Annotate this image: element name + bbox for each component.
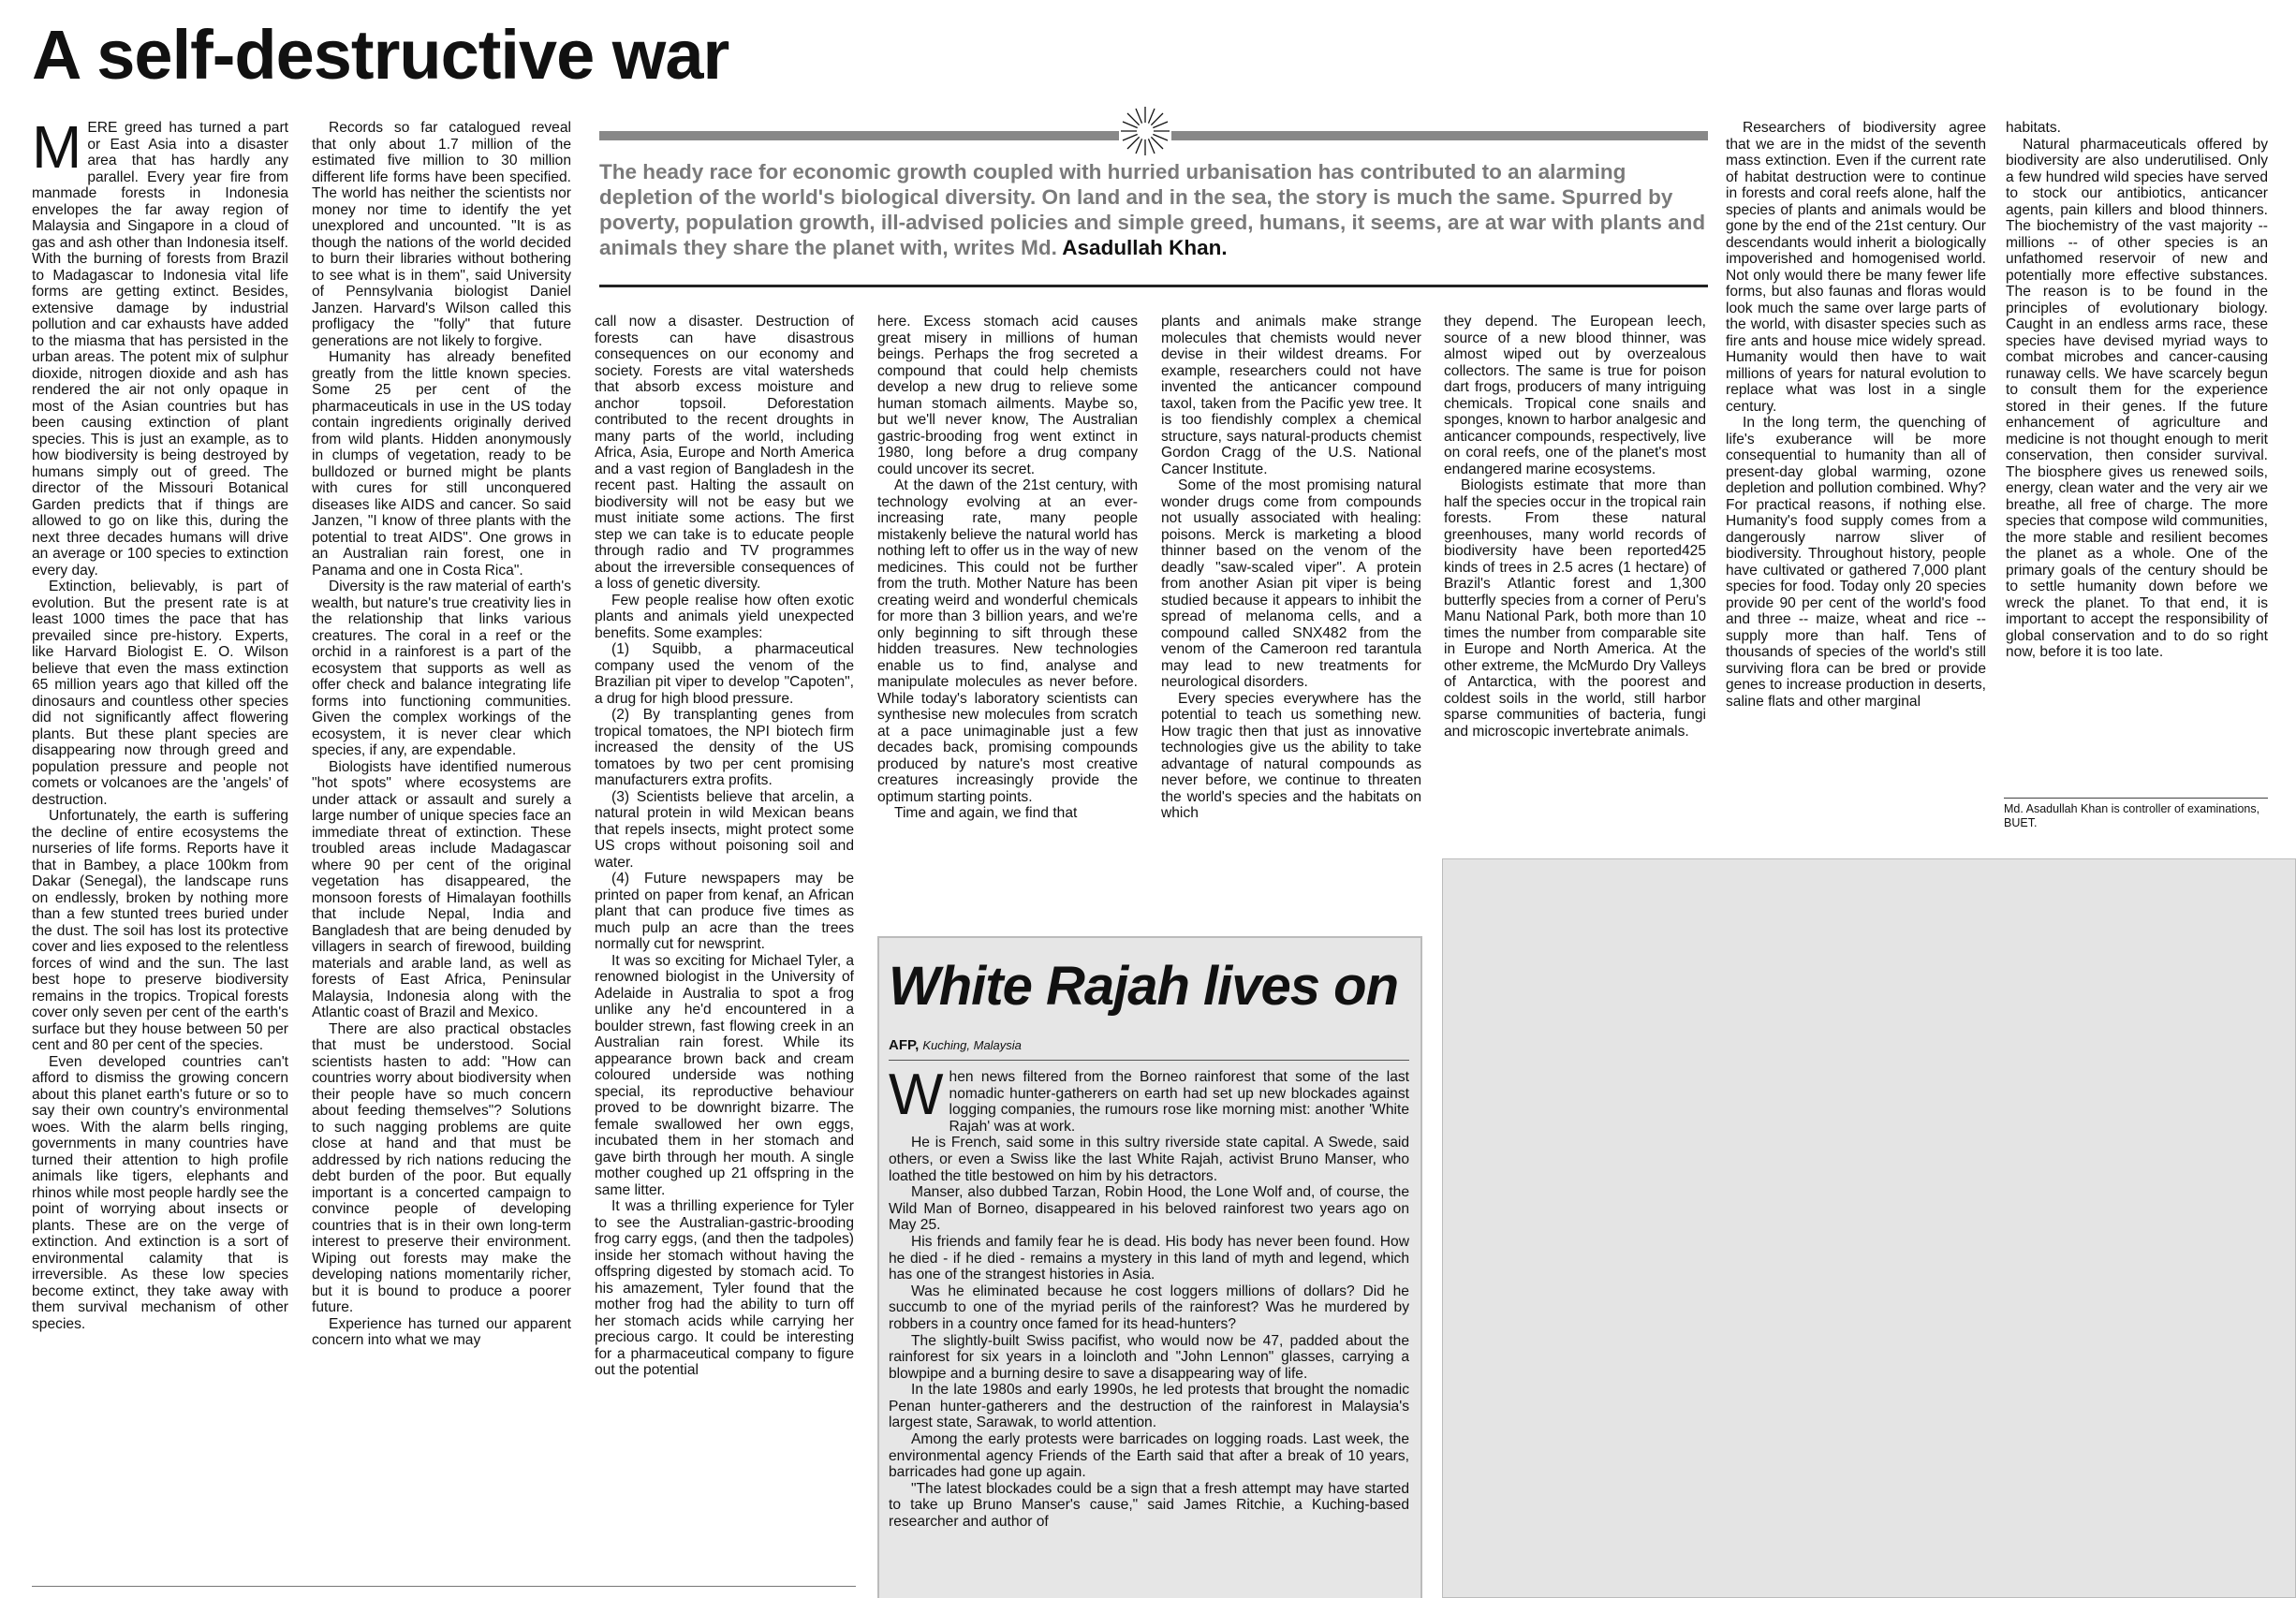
paragraph: There are also practical obstacles that must be understood. Social scientists hasten to add: "How can countries worry about biodiversity when their people have so much concern about feeding themselves"? Solutions to such nagging problems are quite close at hand and that must be addressed by rich nations reducing the debt burden of the poor. But equally important is a concerted campaign to convince people of developing countries that is in their own long-term interest to preserve their environment. Wiping out forests may make the developing nations momentarily richer, but it is bound to produce a poorer future. xyxy=(312,1020,571,1315)
paragraph: It was so exciting for Michael Tyler, a renowned biologist in the University of Adelaide in Australia to spot a frog unlike any he'd encountered in a boulder strewn, fast flowing creek in an Australian rain forest. While its appearance brown back and cream coloured underside was nothing special, its reproductive behaviour proved to be downright bizarre. The female swallowed her own eggs, incubated them in her stomach and gave birth through her mouth. A single mother coughed up 21 offspring in the same litter. xyxy=(595,952,854,1198)
article-column-6 xyxy=(1444,314,1706,740)
paragraph: MERE greed has turned a part or East Asia into a disaster area that has hardly any parallel. Every year fire from manmade forests in Indonesia envelopes the far away region of Malaysia and Singapore in a cloud of gas and ash other than Indonesia itself. With the burning of forests from Brazil to Madagascar to Indonesia vital life forms are getting extinct. Besides, extensive damage by industrial pollution and car exhausts have added to the miasma that has persisted in the urban areas. The potent mix of sulphur dioxide, nitrogen dioxide and ash has rendered the air not only opaque in most of the Asian countries but has been causing extinction of plant species. This is just an example, as to how biodiversity is being destroyed by humans simply out of greed. The director of the Missouri Botanical Garden predicts that if things are allowed to go on like this, during the next three decades humans will drive an average or 100 species to extinction every day. xyxy=(32,113,288,579)
paragraph: Diversity is the raw material of earth's wealth, but nature's true creativity lies in the relationship that links various creatures. The coral in a reef or the orchid in a rainforest is a part of the ecosystem that supports as well as offer check and balance integrating life forms into functioning communities. Given the complex workings of the ecosystem, it is never clear which species, if any, are expendable. xyxy=(312,579,571,758)
paragraph: Among the early protests were barricades on logging roads. Last week, the environmental agency Friends of the Earth said that after a break of 10 years, barricades had gone up again. xyxy=(889,1431,1409,1481)
article-column-4 xyxy=(877,314,1138,822)
sidebar-story-title: White Rajah lives on xyxy=(889,956,1398,1017)
article-deck xyxy=(599,159,1708,260)
author-credit: Md. Asadullah Khan is controller of examinations, BUET. xyxy=(2004,798,2268,830)
drop-cap: M xyxy=(32,113,82,181)
paragraph: Researchers of biodiversity agree that we are in the midst of the seventh mass extinction. Even if the current rate of habitat destruction were to continue in forests and coral reefs alone, half the species of plants and animals would be gone by the end of the 21st century. Our descendants would inherit a biologically impoverished and homogenised world. Not only would there be many fewer life forms, but also faunas and floras would look much the same over large parts of the world, with disaster species such as fire ants and house mice widely spread. Humanity would then have to wait millions of years for natural evolution to replace what was lost in a single century. xyxy=(1726,120,1986,415)
paragraph: (1) Squibb, a pharmaceutical company used the venom of the Brazilian pit viper to develop "Capoten", a drug for high blood pressure. xyxy=(595,641,854,707)
paragraph: (4) Future newspapers may be printed on paper from kenaf, an African plant that can produce five times as much pulp an acre than the trees normally cut for newsprint. xyxy=(595,871,854,952)
article-column-5 xyxy=(1161,314,1421,822)
paragraph: here. Excess stomach acid causes great misery in millions of human beings. Perhaps the frog secreted a compound that could help chemists develop a new drug to relieve some human stomach ailments. Maybe so, but we'll never know, The Australian gastric-brooding frog went extinct in 1980, long before a drug company could uncover its secret. xyxy=(877,314,1138,477)
paragraph: Some of the most promising natural wonder drugs come from compounds not usually associated with healing: poisons. Merck is marketing a blood thinner based on the venom of the deadly "saw-scaled viper". A protein from another Asian pit viper is being studied because it appears to inhibit the spread of melanoma cells, and a compound called SNX482 from the venom of the Cameroon red tarantula may lead to new treatments for neurological disorders. xyxy=(1161,477,1421,690)
paragraph: "The latest blockades could be a sign that a fresh attempt may have started to take up Bruno Manser's cause," said James Ritchie, a Kuching-based researcher and author of xyxy=(889,1480,1409,1531)
paragraph: (2) By transplanting genes from tropical tomatoes, the NPI biotech firm increased the density of the US tomatoes by two per cent promising manufacturers extra profits. xyxy=(595,707,854,788)
deck-text: The heady race for economic growth coupled with hurried urbanisation has contributed to an alarming depletion of the world's biological diversity. On land and in the sea, the story is much the same. Spurred by poverty, population growth, ill-advised policies and simple greed, humans, it seems, are at war with plants and animals they share the planet with, writes Md. xyxy=(599,160,1706,259)
sidebar-story-box xyxy=(877,936,1422,1598)
paragraph: When news filtered from the Borneo rainforest that some of the last nomadic hunter-gatherers on earth had set up new blockades against logging companies, the rumours rose like morning mist: another 'White Rajah' was at work. xyxy=(889,1063,1409,1135)
drop-cap: W xyxy=(889,1063,944,1127)
article-column-8 xyxy=(2006,120,2268,661)
paragraph: Unfortunately, the earth is suffering the decline of entire ecosystems the nurseries of life forms. Reports have it that in Bambey, a place 100km from Dakar (Senegal), the landscape runs on endlessly, broken by nothing more than a few stunted trees buried under the dust. The soil has lost its protective cover and lies exposed to the relentless forces of wind and the sun. The last best hope to preserve biodiversity remains in the tropics. Tropical forests cover only seven per cent of the earth's surface but they house between 50 per cent and 80 per cent of the species. xyxy=(32,808,288,1053)
deck-author: Asadullah Khan. xyxy=(1062,236,1228,259)
paragraph: Humanity has already benefited greatly from the little known species. Some 25 per cent of the pharmaceuticals in use in the US today contain ingredients originally derived from wild plants. Hidden anonymously in clumps of vegetation, ready to be bulldozed or burned might be plants with cures for still unconquered diseases like AIDS and cancer. So said Janzen, "I know of three plants with the potential to treat AIDS". One grows in an Australian rain forest, one in Panama and one in Costa Rica". xyxy=(312,349,571,579)
paragraph: It was a thrilling experience for Tyler to see the Australian-gastric-brooding frog carry eggs, (and then the tadpoles) inside her stomach without having the offspring digested by stomach acid. To his amazement, Tyler found that the mother frog had the ability to turn off her stomach acids while carrying her precious cargo. It could be interesting for a pharmaceutical company to figure out the potential xyxy=(595,1198,854,1378)
paragraph: Records so far catalogued reveal that only about 1.7 million of the estimated five million to 30 million different life forms have been specified. The world has neither the scientists nor money nor time to identify the yet unexplored and uncounted. "It is as though the nations of the world decided to burn their libraries without bothering to see what is in them", said University of Pennsylvania biologist Daniel Janzen. Harvard's Wilson called this profligacy the "folly" that future generations are not likely to forgive. xyxy=(312,120,571,349)
paragraph: In the late 1980s and early 1990s, he led protests that brought the nomadic Penan hunter-gatherers and the destruction of the rainforest in Malaysia's largest state, Sarawak, to world attention. xyxy=(889,1382,1409,1431)
headline: A self-destructive war xyxy=(32,16,729,94)
paragraph: Natural pharmaceuticals offered by biodiversity are also underutilised. Only a few hundred wild species have served to stock our antibiotics, anticancer agents, pain killers and blood thinners. The biochemistry of the vast majority -- millions -- of other species is an unfathomed reservoir of new and potentially more effective substances. The reason is to be found in the principles of evolutionary biology. Caught in an endless arms race, these species have devised myriad ways to combat microbes and cancer-causing runaway cells. We have scarcely begun to consult them for the experience stored in their genes. If the future enhancement of agriculture and medicine is not thought enough to merit conservation, then consider survival. The biosphere gives us renewed soils, energy, clean water and the very air we breathe, all free of charge. The more species that compose wild communities, the more stable and resilient becomes the planet as a whole. One of the primary goals of the century should be to settle humanity down before we wreck the planet. To that end, it is important to accept the responsibility of global conservation and to do so right now, before it is too late. xyxy=(2006,136,2268,660)
byline-place: Kuching, Malaysia xyxy=(922,1038,1022,1052)
article-column-7 xyxy=(1726,120,1986,710)
deck-bottom-rule xyxy=(599,285,1708,287)
sidebar-story-body xyxy=(889,1063,1409,1531)
paragraph: Even developed countries can't afford to dismiss the growing concern about this planet earth's future or so to say their own country's environmental woes. With the alarm bells ringing, governments in many countries have turned their attention to high profile animals like tigers, elephants and rhinos while most people hardly see the point of worrying about insects or plants. These are on the verge of extinction. And extinction is a sort of environmental calamity that is irreversible. As these low species become extinct, they take away with them survival mechanism of other species. xyxy=(32,1053,288,1332)
paragraph: Extinction, believably, is part of evolution. But the present rate is at least 1000 times the pace that has prevailed since pre-history. Experts, like Harvard Biologist E. O. Wilson believe that even the mass extinction 65 million years ago that killed off the dinosaurs and countless other species did not significantly affect flowering plants. But these plant species are disappearing now through greed and population pressure and people not comets or volcanoes are the 'angels' of destruction. xyxy=(32,579,288,808)
paragraph: Few people realise how often exotic plants and animals yield unexpected benefits. Some examples: xyxy=(595,592,854,641)
byline-rule xyxy=(889,1060,1409,1061)
paragraph: His friends and family fear he is dead. His body has never been found. How he died - if he died - remains a mystery in this land of myth and legend, which has one of the strangest histories in Asia. xyxy=(889,1233,1409,1283)
paragraph: In the long term, the quenching of life's exuberance will be more consequential to humanity than all of present-day global warming, ozone depletion and pollution combined. Why? For practical reasons, if nothing else. Humanity's food supply comes from a dangerously narrow sliver of biodiversity. Throughout history, people have cultivated or gathered 7,000 plant species for food. Today only 20 species provide 90 per cent of the world's food and three -- maize, wheat and rice -- supply more than half. Tens of thousands of species of the world's still surviving flora can be bred or provide genes to increase production in deserts, saline flats and other marginal xyxy=(1726,415,1986,710)
article-column-3 xyxy=(595,314,854,1379)
paragraph: habitats. xyxy=(2006,120,2061,136)
paragraph: At the dawn of the 21st century, with technology evolving at an ever-increasing rate, many people mistakenly believe the natural world has nothing left to offer us in the way of new medicines. This could not be further from the truth. Mother Nature has been creating weird and wonderful chemicals for more than 3 billion years, and we're only beginning to sift through these hidden treasures. New technologies enable us to find, analyse and manipulate molecules as never before. While today's laboratory scientists can synthesise new molecules from scratch at a pace unimaginable just a few decades back, promising compounds produced by nature's most creative creatures increasingly provide the optimum starting points. xyxy=(877,477,1138,805)
paragraph: Time and again, we find that xyxy=(894,805,1078,821)
paragraph: plants and animals make strange molecules that chemists would never devise in their wildest dreams. For example, researchers could not have invented the anticancer compound taxol, taken from the Pacific yew tree. It is too fiendishly complex a chemical structure, says natural-products chemist Gordon Cragg of the U.S. National Cancer Institute. xyxy=(1161,314,1421,477)
paragraph: Every species everywhere has the potential to teach us something new. How tragic then that just as innovative technologies give us the ability to take advantage of natural compounds as never before, we continue to threaten the world's species and the habitats on which xyxy=(1161,690,1421,821)
byline-agency: AFP, xyxy=(889,1037,920,1053)
paragraph: Manser, also dubbed Tarzan, Robin Hood, the Lone Wolf and, of course, the Wild Man of Borneo, disappeared in his beloved rainforest two years ago on May 25. xyxy=(889,1184,1409,1234)
paragraph: Biologists estimate that more than half the species occur in the tropical rain forests. From these natural greenhouses, many world records of biodiversity have been reported425 kinds of trees in 2.5 acres (1 hectare) of Brazil's Atlantic forest and 1,300 butterfly species from a corner of Peru's Manu National Park, both more than 10 times the number from comparable site in Europe and North America. At the other extreme, the McMurdo Dry Valleys of Antarctica, with the poorest and coldest soils in the world, still harbor sparse communities of bacteria, fungi and microscopic invertebrate animals. xyxy=(1444,477,1706,740)
paragraph: they depend. The European leech, source of a new blood thinner, was almost wiped out by overzealous collectors. The same is true for poison dart frogs, producers of many intriguing chemicals. Tropical cone snails and sponges, known to harbor analgesic and anticancer compounds, respectively, live on coral reefs, one of the planet's most endangered marine ecosystems. xyxy=(1444,314,1707,477)
advertisement-placeholder xyxy=(1442,858,2296,1598)
paragraph: The slightly-built Swiss pacifist, who would now be 47, padded about the rainforest for six years in a loincloth and "John Lennon" glasses, carrying a blowpipe and a burning desire to save a disappearing way of life. xyxy=(889,1332,1409,1382)
article-column-2 xyxy=(312,120,571,1349)
paragraph: Was he eliminated because he cost loggers millions of dollars? Did he succumb to one of the myriad perils of the rainforest? Was he murdered by robbers in a country once famed for its head-hunters? xyxy=(889,1283,1409,1332)
starburst-ornament-icon xyxy=(1119,105,1171,157)
sidebar-story-byline xyxy=(889,1037,1022,1053)
bottom-rule xyxy=(32,1586,856,1587)
paragraph: Experience has turned our apparent concern into what we may xyxy=(312,1315,571,1348)
paragraph: (3) Scientists believe that arcelin, a natural protein in wild Mexican beans that repels insects, might protect some US crops without poisoning soil and water. xyxy=(595,788,854,871)
paragraph: Biologists have identified numerous "hot spots" where ecosystems are under attack or assault and surely a large number of unique species face an immediate threat of extinction. These troubled areas include Madagascar where 90 per cent of the original vegetation has disappeared, the monsoon forests of Himalayan foothills that include Nepal, India and Bangladesh that are being denuded by villagers in search of firewood, building materials and arable land, as well as forests of East Africa, Peninsular Malaysia, Indonesia along with the Atlantic coast of Brazil and Mexico. xyxy=(312,758,571,1020)
paragraph: call now a disaster. Destruction of forests can have disastrous consequences on our economy and society. Forests are vital watersheds that absorb excess moisture and anchor topsoil. Deforestation contributed to the recent droughts in many parts of the world, including Africa, Asia, Europe and North America and a vast region of Bangladesh in the recent past. Halting the assault on biodiversity will not be easy but we must initiate some actions. The first step we can take is to educate people through radio and TV programmes about the irreversible consequences of a loss of genetic diversity. xyxy=(595,314,854,592)
paragraph: He is French, said some in this sultry riverside state capital. A Swede, said others, or even a Swiss like the last White Rajah, activist Bruno Manser, who loathed the title bestowed on him by his detractors. xyxy=(889,1135,1409,1184)
article-column-1 xyxy=(32,113,288,1332)
